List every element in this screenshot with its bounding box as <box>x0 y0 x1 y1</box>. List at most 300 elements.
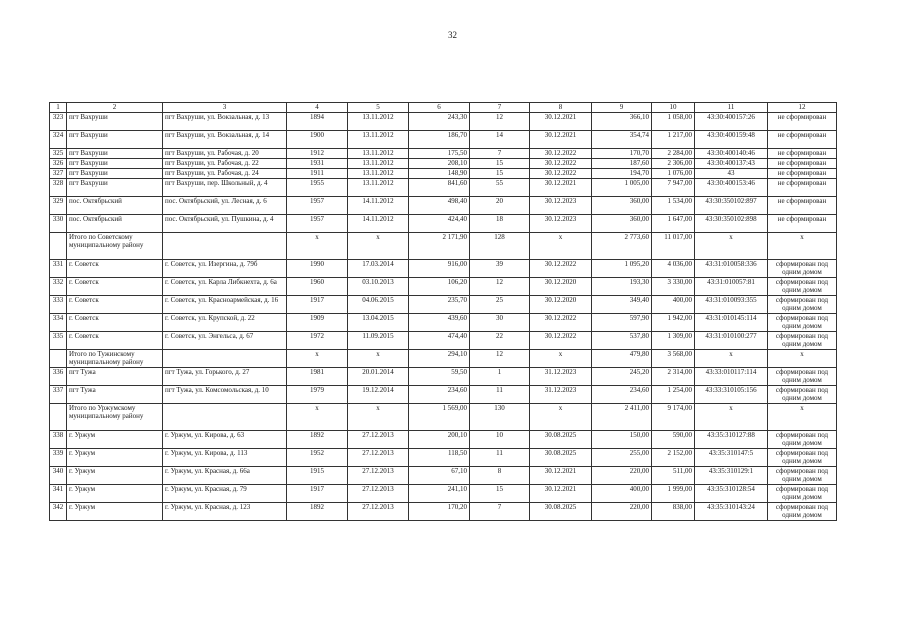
planned-date-cell: 30.12.2021 <box>530 113 592 131</box>
area-cell: 1 569,00 <box>409 404 470 431</box>
row-number-cell: 338 <box>50 431 67 449</box>
cadastral-number-cell: 43:35:310129:1 <box>695 467 768 485</box>
area-cell: 175,50 <box>409 149 470 159</box>
land-area-cell: 590,00 <box>652 431 695 449</box>
land-area-cell: 511,00 <box>652 467 695 485</box>
planned-date-cell: x <box>530 404 592 431</box>
area-cell: 841,60 <box>409 179 470 197</box>
residents-cell: 25 <box>470 296 530 314</box>
row-number-cell: 324 <box>50 131 67 149</box>
area-cell: 916,00 <box>409 260 470 278</box>
resettlement-area-cell: 170,70 <box>592 149 652 159</box>
table-row <box>50 332 837 350</box>
row-number-cell <box>50 350 67 368</box>
planned-date-cell: 30.12.2022 <box>530 260 592 278</box>
year-built-cell: x <box>287 233 348 260</box>
residents-cell: 22 <box>470 332 530 350</box>
date-recognized-cell: 14.11.2012 <box>348 197 409 215</box>
area-cell: 170,20 <box>409 503 470 521</box>
header-cell: 6 <box>409 103 470 113</box>
residents-cell: 7 <box>470 503 530 521</box>
locality-cell: пгт Тужа <box>67 368 163 386</box>
locality-cell: пгт Вахруши <box>67 159 163 169</box>
resettlement-area-cell: 400,00 <box>592 485 652 503</box>
header-cell: 4 <box>287 103 348 113</box>
row-number-cell: 329 <box>50 197 67 215</box>
residents-cell: 30 <box>470 314 530 332</box>
locality-cell: Итого по Уржумскому муниципальному району <box>67 404 163 431</box>
resettlement-area-cell: 1 005,00 <box>592 179 652 197</box>
planned-date-cell: 30.12.2021 <box>530 179 592 197</box>
land-area-cell: 1 534,00 <box>652 197 695 215</box>
date-recognized-cell: 27.12.2013 <box>348 503 409 521</box>
land-status-cell: не сформирован <box>768 169 837 179</box>
planned-date-cell: 30.12.2021 <box>530 131 592 149</box>
row-number-cell: 325 <box>50 149 67 159</box>
land-status-cell: x <box>768 350 837 368</box>
address-cell <box>163 233 287 260</box>
resettlement-area-cell: 354,74 <box>592 131 652 149</box>
address-cell: пгт Вахруши, ул. Рабочая, д. 24 <box>163 169 287 179</box>
locality-cell: пгт Вахруши <box>67 113 163 131</box>
table-row <box>50 260 837 278</box>
cadastral-number-cell: 43:35:310128:54 <box>695 485 768 503</box>
locality-cell: пос. Октябрьский <box>67 215 163 233</box>
row-number-cell: 323 <box>50 113 67 131</box>
subtotal-row <box>50 350 837 368</box>
area-cell: 118,50 <box>409 449 470 467</box>
locality-cell: Итого по Тужинскому муниципальному району <box>67 350 163 368</box>
residents-cell: 55 <box>470 179 530 197</box>
area-cell: 59,50 <box>409 368 470 386</box>
table-row <box>50 113 837 131</box>
address-cell: г. Уржум, ул. Кирова, д. 63 <box>163 431 287 449</box>
header-cell: 3 <box>163 103 287 113</box>
year-built-cell: 1955 <box>287 179 348 197</box>
table-row <box>50 314 837 332</box>
planned-date-cell: 31.12.2023 <box>530 386 592 404</box>
land-area-cell: 1 647,00 <box>652 215 695 233</box>
locality-cell: пгт Вахруши <box>67 169 163 179</box>
land-area-cell: 1 058,00 <box>652 113 695 131</box>
land-status-cell: сформирован под одним домом <box>768 449 837 467</box>
row-number-cell: 340 <box>50 467 67 485</box>
year-built-cell: 1931 <box>287 159 348 169</box>
area-cell: 243,30 <box>409 113 470 131</box>
land-area-cell: 1 309,00 <box>652 332 695 350</box>
table-row <box>50 169 837 179</box>
table-row <box>50 278 837 296</box>
table-row <box>50 159 837 169</box>
date-recognized-cell: x <box>348 404 409 431</box>
locality-cell: г. Советск <box>67 332 163 350</box>
area-cell: 439,60 <box>409 314 470 332</box>
land-status-cell: сформирован под одним домом <box>768 332 837 350</box>
cadastral-number-cell: x <box>695 233 768 260</box>
year-built-cell: 1912 <box>287 149 348 159</box>
table-row <box>50 485 837 503</box>
resettlement-area-cell: 360,00 <box>592 215 652 233</box>
land-area-cell: 7 947,00 <box>652 179 695 197</box>
cadastral-number-cell: 43:33:010117:114 <box>695 368 768 386</box>
locality-cell: пгт Тужа <box>67 386 163 404</box>
planned-date-cell: 30.12.2022 <box>530 332 592 350</box>
planned-date-cell: 30.12.2020 <box>530 278 592 296</box>
locality-cell: г. Уржум <box>67 503 163 521</box>
residents-cell: 1 <box>470 368 530 386</box>
cadastral-number-cell: 43:31:010100:277 <box>695 332 768 350</box>
cadastral-number-cell: 43:30:400137:43 <box>695 159 768 169</box>
land-area-cell: 1 254,00 <box>652 386 695 404</box>
date-recognized-cell: 27.12.2013 <box>348 467 409 485</box>
locality-cell: г. Уржум <box>67 485 163 503</box>
page-number: 32 <box>448 30 457 40</box>
date-recognized-cell: 19.12.2014 <box>348 386 409 404</box>
year-built-cell: 1960 <box>287 278 348 296</box>
date-recognized-cell: 27.12.2013 <box>348 431 409 449</box>
address-cell: г. Советск, ул. Энгельса, д. 67 <box>163 332 287 350</box>
table-row <box>50 197 837 215</box>
land-area-cell: 1 942,00 <box>652 314 695 332</box>
date-recognized-cell: 13.11.2012 <box>348 113 409 131</box>
header-cell: 5 <box>348 103 409 113</box>
land-status-cell: не сформирован <box>768 159 837 169</box>
land-status-cell: сформирован под одним домом <box>768 260 837 278</box>
address-cell: г. Уржум, ул. Красная, д. 66а <box>163 467 287 485</box>
row-number-cell: 335 <box>50 332 67 350</box>
address-cell: г. Советск, ул. Изергина, д. 79б <box>163 260 287 278</box>
area-cell: 106,20 <box>409 278 470 296</box>
row-number-cell: 328 <box>50 179 67 197</box>
land-status-cell: не сформирован <box>768 149 837 159</box>
cadastral-number-cell: 43:30:400140:46 <box>695 149 768 159</box>
address-cell: пгт Вахруши, ул. Рабочая, д. 20 <box>163 149 287 159</box>
resettlement-area-cell: 349,40 <box>592 296 652 314</box>
address-cell: г. Уржум, ул. Кирова, д. 113 <box>163 449 287 467</box>
address-cell <box>163 404 287 431</box>
year-built-cell: x <box>287 404 348 431</box>
area-cell: 200,10 <box>409 431 470 449</box>
row-number-cell: 339 <box>50 449 67 467</box>
cadastral-number-cell: 43 <box>695 169 768 179</box>
residents-cell: 7 <box>470 149 530 159</box>
land-status-cell: не сформирован <box>768 215 837 233</box>
column-number-header <box>50 103 837 113</box>
header-cell: 2 <box>67 103 163 113</box>
date-recognized-cell: 27.12.2013 <box>348 485 409 503</box>
address-cell: пос. Октябрьский, ул. Лесная, д. 6 <box>163 197 287 215</box>
date-recognized-cell: 04.06.2015 <box>348 296 409 314</box>
residents-cell: 8 <box>470 467 530 485</box>
address-cell: пгт Вахруши, пер. Школьный, д. 4 <box>163 179 287 197</box>
locality-cell: г. Уржум <box>67 431 163 449</box>
land-area-cell: 400,00 <box>652 296 695 314</box>
resettlement-area-cell: 187,60 <box>592 159 652 169</box>
date-recognized-cell: x <box>348 233 409 260</box>
row-number-cell: 336 <box>50 368 67 386</box>
residents-cell: 15 <box>470 159 530 169</box>
planned-date-cell: 30.12.2022 <box>530 314 592 332</box>
year-built-cell: 1972 <box>287 332 348 350</box>
resettlement-area-cell: 255,00 <box>592 449 652 467</box>
table-row <box>50 215 837 233</box>
land-area-cell: 3 330,00 <box>652 278 695 296</box>
land-area-cell: 4 036,00 <box>652 260 695 278</box>
year-built-cell: 1957 <box>287 197 348 215</box>
land-status-cell: сформирован под одним домом <box>768 485 837 503</box>
cadastral-number-cell: 43:33:310105:156 <box>695 386 768 404</box>
residents-cell: 12 <box>470 350 530 368</box>
header-cell: 11 <box>695 103 768 113</box>
resettlement-area-cell: 2 411,00 <box>592 404 652 431</box>
planned-date-cell: x <box>530 233 592 260</box>
area-cell: 294,10 <box>409 350 470 368</box>
date-recognized-cell: 14.11.2012 <box>348 215 409 233</box>
register-table <box>49 102 837 521</box>
residents-cell: 11 <box>470 449 530 467</box>
resettlement-area-cell: 150,00 <box>592 431 652 449</box>
locality-cell: г. Советск <box>67 296 163 314</box>
locality-cell: г. Уржум <box>67 467 163 485</box>
row-number-cell: 341 <box>50 485 67 503</box>
land-status-cell: x <box>768 404 837 431</box>
residents-cell: 12 <box>470 113 530 131</box>
cadastral-number-cell: 43:30:350102:898 <box>695 215 768 233</box>
table-row <box>50 467 837 485</box>
year-built-cell: 1892 <box>287 431 348 449</box>
year-built-cell: x <box>287 350 348 368</box>
cadastral-number-cell: 43:35:310147:5 <box>695 449 768 467</box>
area-cell: 148,90 <box>409 169 470 179</box>
cadastral-number-cell: 43:30:400153:46 <box>695 179 768 197</box>
date-recognized-cell: 13.11.2012 <box>348 169 409 179</box>
table-row <box>50 179 837 197</box>
locality-cell: пгт Вахруши <box>67 131 163 149</box>
address-cell: г. Уржум, ул. Красная, д. 123 <box>163 503 287 521</box>
planned-date-cell: 31.12.2023 <box>530 368 592 386</box>
land-status-cell: x <box>768 233 837 260</box>
area-cell: 186,70 <box>409 131 470 149</box>
land-area-cell: 1 999,00 <box>652 485 695 503</box>
date-recognized-cell: x <box>348 350 409 368</box>
planned-date-cell: 30.12.2021 <box>530 485 592 503</box>
year-built-cell: 1981 <box>287 368 348 386</box>
date-recognized-cell: 27.12.2013 <box>348 449 409 467</box>
address-cell: пгт Вахруши, ул. Рабочая, д. 22 <box>163 159 287 169</box>
date-recognized-cell: 13.11.2012 <box>348 131 409 149</box>
land-status-cell: не сформирован <box>768 131 837 149</box>
subtotal-row <box>50 404 837 431</box>
land-status-cell: сформирован под одним домом <box>768 296 837 314</box>
planned-date-cell: 30.12.2022 <box>530 149 592 159</box>
residents-cell: 130 <box>470 404 530 431</box>
area-cell: 235,70 <box>409 296 470 314</box>
land-area-cell: 2 306,00 <box>652 159 695 169</box>
date-recognized-cell: 03.10.2013 <box>348 278 409 296</box>
locality-cell: г. Советск <box>67 314 163 332</box>
area-cell: 234,60 <box>409 386 470 404</box>
table-row <box>50 431 837 449</box>
area-cell: 241,10 <box>409 485 470 503</box>
cadastral-number-cell: 43:30:400157:26 <box>695 113 768 131</box>
table-row <box>50 449 837 467</box>
residents-cell: 11 <box>470 386 530 404</box>
table-row <box>50 503 837 521</box>
residents-cell: 18 <box>470 215 530 233</box>
locality-cell: пос. Октябрьский <box>67 197 163 215</box>
year-built-cell: 1900 <box>287 131 348 149</box>
address-cell: г. Уржум, ул. Красная, д. 79 <box>163 485 287 503</box>
resettlement-area-cell: 1 095,20 <box>592 260 652 278</box>
date-recognized-cell: 17.03.2014 <box>348 260 409 278</box>
address-cell: г. Советск, ул. Крупской, д. 22 <box>163 314 287 332</box>
row-number-cell: 327 <box>50 169 67 179</box>
land-status-cell: сформирован под одним домом <box>768 431 837 449</box>
planned-date-cell: 30.12.2021 <box>530 467 592 485</box>
planned-date-cell: 30.12.2023 <box>530 197 592 215</box>
land-status-cell: сформирован под одним домом <box>768 314 837 332</box>
resettlement-area-cell: 366,10 <box>592 113 652 131</box>
date-recognized-cell: 13.04.2015 <box>348 314 409 332</box>
land-area-cell: 3 568,00 <box>652 350 695 368</box>
resettlement-area-cell: 234,60 <box>592 386 652 404</box>
table-row <box>50 296 837 314</box>
row-number-cell: 332 <box>50 278 67 296</box>
planned-date-cell: 30.08.2025 <box>530 503 592 521</box>
header-cell: 7 <box>470 103 530 113</box>
planned-date-cell: 30.12.2023 <box>530 215 592 233</box>
table-row <box>50 149 837 159</box>
cadastral-number-cell: 43:31:010145:114 <box>695 314 768 332</box>
row-number-cell: 330 <box>50 215 67 233</box>
land-status-cell: сформирован под одним домом <box>768 386 837 404</box>
header-cell: 12 <box>768 103 837 113</box>
year-built-cell: 1911 <box>287 169 348 179</box>
date-recognized-cell: 11.09.2015 <box>348 332 409 350</box>
residents-cell: 39 <box>470 260 530 278</box>
planned-date-cell: 30.08.2025 <box>530 449 592 467</box>
address-cell: г. Советск, ул. Карла Либкнехта, д. 6а <box>163 278 287 296</box>
land-area-cell: 1 076,00 <box>652 169 695 179</box>
cadastral-number-cell: 43:31:010057:81 <box>695 278 768 296</box>
area-cell: 2 171,90 <box>409 233 470 260</box>
locality-cell: г. Уржум <box>67 449 163 467</box>
table-row <box>50 131 837 149</box>
resettlement-area-cell: 537,80 <box>592 332 652 350</box>
planned-date-cell: 30.12.2020 <box>530 296 592 314</box>
land-status-cell: сформирован под одним домом <box>768 278 837 296</box>
resettlement-area-cell: 193,30 <box>592 278 652 296</box>
resettlement-area-cell: 220,00 <box>592 467 652 485</box>
subtotal-row <box>50 233 837 260</box>
locality-cell: пгт Вахруши <box>67 179 163 197</box>
header-cell: 8 <box>530 103 592 113</box>
cadastral-number-cell: 43:31:010093:355 <box>695 296 768 314</box>
cadastral-number-cell: 43:30:400159:48 <box>695 131 768 149</box>
table-row <box>50 386 837 404</box>
resettlement-area-cell: 2 773,60 <box>592 233 652 260</box>
area-cell: 474,40 <box>409 332 470 350</box>
residents-cell: 15 <box>470 169 530 179</box>
header-cell: 10 <box>652 103 695 113</box>
cadastral-number-cell: x <box>695 404 768 431</box>
land-status-cell: сформирован под одним домом <box>768 368 837 386</box>
row-number-cell: 337 <box>50 386 67 404</box>
land-status-cell: не сформирован <box>768 179 837 197</box>
land-status-cell: не сформирован <box>768 113 837 131</box>
resettlement-area-cell: 360,00 <box>592 197 652 215</box>
row-number-cell <box>50 404 67 431</box>
land-area-cell: 838,00 <box>652 503 695 521</box>
area-cell: 498,40 <box>409 197 470 215</box>
locality-cell: Итого по Советскому муниципальному району <box>67 233 163 260</box>
land-area-cell: 2 284,00 <box>652 149 695 159</box>
resettlement-area-cell: 245,20 <box>592 368 652 386</box>
address-cell: пгт Тужа, ул. Комсомольская, д. 10 <box>163 386 287 404</box>
resettlement-area-cell: 597,90 <box>592 314 652 332</box>
year-built-cell: 1894 <box>287 113 348 131</box>
address-cell: пгт Вахруши, ул. Вокзальная, д. 14 <box>163 131 287 149</box>
area-cell: 424,40 <box>409 215 470 233</box>
land-area-cell: 11 017,00 <box>652 233 695 260</box>
resettlement-area-cell: 479,80 <box>592 350 652 368</box>
row-number-cell: 342 <box>50 503 67 521</box>
table-body <box>50 103 837 521</box>
cadastral-number-cell: 43:35:310127:88 <box>695 431 768 449</box>
cadastral-number-cell: 43:30:350102:897 <box>695 197 768 215</box>
residents-cell: 128 <box>470 233 530 260</box>
planned-date-cell: x <box>530 350 592 368</box>
date-recognized-cell: 13.11.2012 <box>348 149 409 159</box>
row-number-cell: 333 <box>50 296 67 314</box>
land-area-cell: 2 152,00 <box>652 449 695 467</box>
year-built-cell: 1952 <box>287 449 348 467</box>
table-row <box>50 368 837 386</box>
address-cell: г. Советск, ул. Красноармейская, д. 16 <box>163 296 287 314</box>
row-number-cell: 331 <box>50 260 67 278</box>
resettlement-area-cell: 220,00 <box>592 503 652 521</box>
residents-cell: 14 <box>470 131 530 149</box>
cadastral-number-cell: x <box>695 350 768 368</box>
land-status-cell: сформирован под одним домом <box>768 467 837 485</box>
year-built-cell: 1917 <box>287 296 348 314</box>
locality-cell: г. Советск <box>67 260 163 278</box>
year-built-cell: 1957 <box>287 215 348 233</box>
date-recognized-cell: 20.01.2014 <box>348 368 409 386</box>
address-cell: пгт Вахруши, ул. Вокзальная, д. 13 <box>163 113 287 131</box>
residents-cell: 20 <box>470 197 530 215</box>
year-built-cell: 1990 <box>287 260 348 278</box>
area-cell: 67,10 <box>409 467 470 485</box>
area-cell: 208,10 <box>409 159 470 169</box>
address-cell <box>163 350 287 368</box>
land-area-cell: 9 174,00 <box>652 404 695 431</box>
locality-cell: г. Советск <box>67 278 163 296</box>
header-cell: 9 <box>592 103 652 113</box>
year-built-cell: 1892 <box>287 503 348 521</box>
row-number-cell: 334 <box>50 314 67 332</box>
cadastral-number-cell: 43:35:310143:24 <box>695 503 768 521</box>
year-built-cell: 1915 <box>287 467 348 485</box>
date-recognized-cell: 13.11.2012 <box>348 159 409 169</box>
land-area-cell: 1 217,00 <box>652 131 695 149</box>
residents-cell: 10 <box>470 431 530 449</box>
address-cell: пгт Тужа, ул. Горького, д. 27 <box>163 368 287 386</box>
land-area-cell: 2 314,00 <box>652 368 695 386</box>
planned-date-cell: 30.08.2025 <box>530 431 592 449</box>
land-status-cell: сформирован под одним домом <box>768 503 837 521</box>
cadastral-number-cell: 43:31:010058:336 <box>695 260 768 278</box>
